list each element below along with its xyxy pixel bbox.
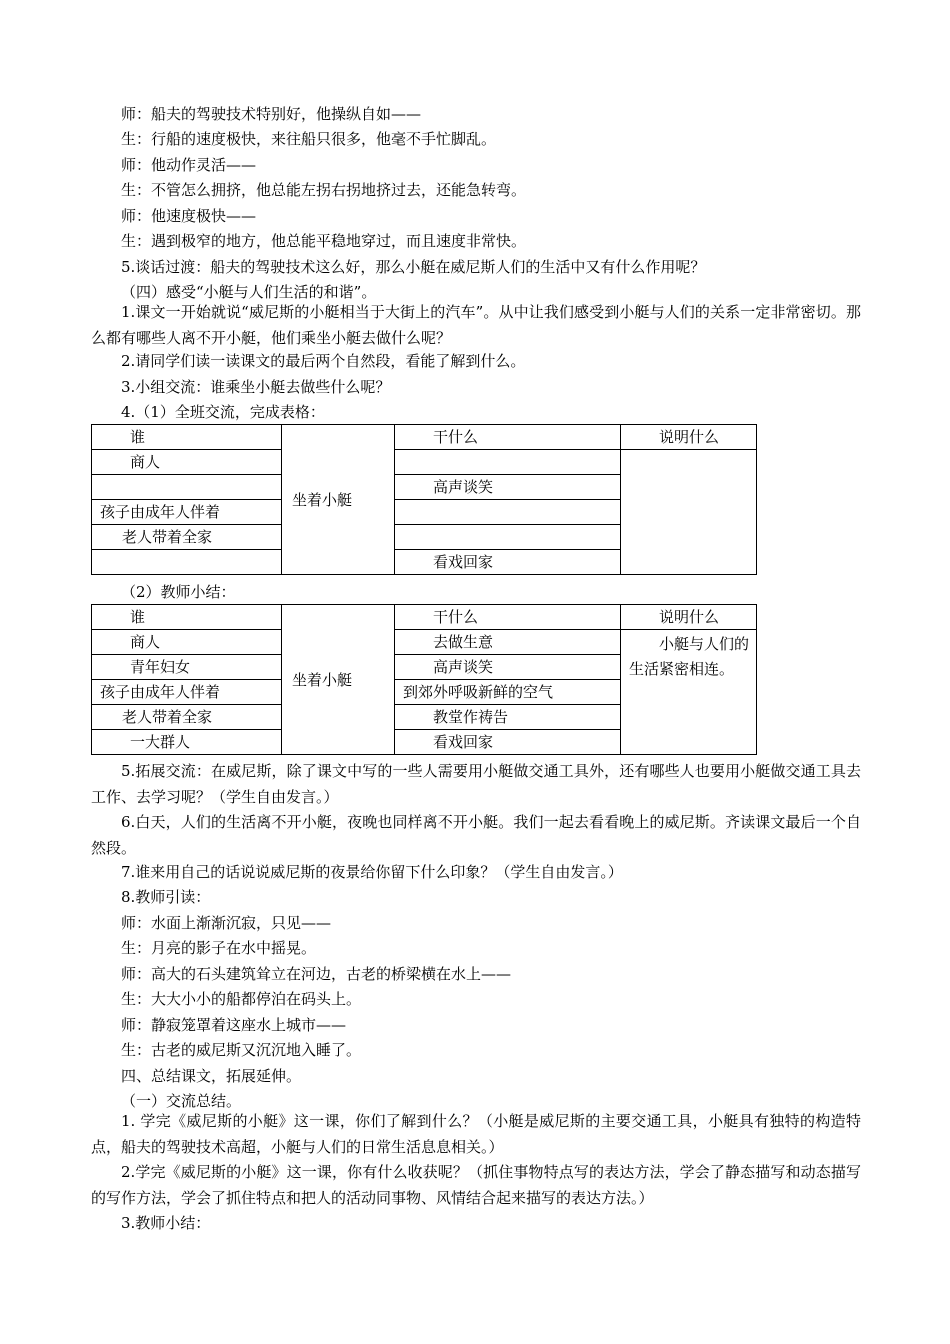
table-row: [92, 425, 757, 450]
table-summary: [91, 604, 757, 755]
what-cell: 高声谈笑: [395, 655, 621, 680]
text-line: 2.请同学们读一读课文的最后两个自然段，看能了解到什么。: [121, 352, 526, 370]
who-cell: 孩子由成年人伴着: [92, 500, 282, 525]
text-line: 3.教师小结：: [121, 1214, 211, 1232]
dialogue-line: 生：行船的速度极快，来往船只很多，他毫不手忙脚乱。: [121, 130, 497, 148]
dialogue-line: 生：大大小小的船都停泊在码头上。: [121, 990, 362, 1008]
what-cell: 看戏回家: [395, 550, 621, 575]
table-blank: [91, 424, 757, 575]
section-heading: 四、总结课文，拓展延伸。: [121, 1067, 302, 1085]
text-line: 4.（1）全班交流，完成表格：: [121, 403, 325, 421]
table-row: [92, 605, 757, 630]
header-cell: 说明什么: [621, 425, 757, 450]
header-cell: 谁: [92, 605, 282, 630]
dialogue-line: 师：他速度极快——: [121, 207, 257, 225]
what-cell: 高声谈笑: [395, 475, 621, 500]
what-cell: 教堂作祷告: [395, 705, 621, 730]
who-cell: 孩子由成年人伴着: [92, 680, 282, 705]
who-cell: 老人带着全家: [92, 525, 282, 550]
section-heading: （一）交流总结。: [121, 1092, 242, 1110]
who-cell: [92, 475, 282, 500]
who-cell: [92, 550, 282, 575]
header-cell: 干什么: [395, 425, 621, 450]
dialogue-line: 师：水面上渐渐沉寂，只见——: [121, 914, 332, 932]
paragraph: 1. 学完《威尼斯的小艇》这一课，你们了解到什么？（小艇是威尼斯的主要交通工具，小艇具有独特的构造特点，船夫的驾驶技术高超，小艇与人们的日常生活息息相关。）: [91, 1112, 861, 1156]
header-cell: 说明什么: [621, 605, 757, 630]
section-heading: （四）感受“小艇与人们生活的和谐”。: [121, 283, 377, 301]
text-line: （2）教师小结：: [121, 583, 236, 601]
what-cell: 看戏回家: [395, 730, 621, 755]
dialogue-line: 生：遇到极窄的地方，他总能平稳地穿过，而且速度非常快。: [121, 232, 527, 250]
who-cell: 商人: [92, 450, 282, 475]
meaning-cell: 小艇与人们的生活紧密相连。: [621, 630, 757, 755]
text-line: 8.教师引读：: [121, 888, 211, 906]
table-row: [92, 630, 757, 655]
what-cell: [395, 525, 621, 550]
middle-cell: 坐着小艇: [282, 605, 395, 755]
paragraph: 1.课文一开始就说“威尼斯的小艇相当于大街上的汽车”。从中让我们感受到小艇与人们的关系一定非常密切。那么都有哪些人离不开小艇，他们乘坐小艇去做什么呢？: [91, 303, 861, 347]
dialogue-line: 师：船夫的驾驶技术特别好，他操纵自如——: [121, 105, 422, 123]
who-cell: 一大群人: [92, 730, 282, 755]
dialogue-line: 生：古老的威尼斯又沉沉地入睡了。: [121, 1041, 362, 1059]
paragraph: 6.白天，人们的生活离不开小艇，夜晚也同样离不开小艇。我们一起去看看晚上的威尼斯。齐读课文最后一个自然段。: [91, 813, 861, 857]
dialogue-line: 师：他动作灵活——: [121, 156, 257, 174]
table-row: [92, 450, 757, 475]
text-line: 7.谁来用自己的话说说威尼斯的夜景给你留下什么印象？（学生自由发言。）: [121, 863, 623, 881]
who-cell: 青年妇女: [92, 655, 282, 680]
what-cell: [395, 500, 621, 525]
meaning-cell: [621, 450, 757, 575]
transition-line: 5.谈话过渡：船夫的驾驶技术这么好，那么小艇在威尼斯人们的生活中又有什么作用呢？: [121, 258, 706, 276]
dialogue-line: 生：不管怎么拥挤，他总能左拐右拐地挤过去，还能急转弯。: [121, 181, 527, 199]
dialogue-line: 生：月亮的影子在水中摇晃。: [121, 939, 317, 957]
who-cell: 老人带着全家: [92, 705, 282, 730]
header-cell: 谁: [92, 425, 282, 450]
dialogue-line: 师：高大的石头建筑耸立在河边，古老的桥梁横在水上——: [121, 965, 512, 983]
what-cell: 去做生意: [395, 630, 621, 655]
paragraph: 2.学完《威尼斯的小艇》这一课，你有什么收获呢？（抓住事物特点写的表达方法，学会了静态描写和动态描写的写作方法，学会了抓住特点和把人的活动同事物、风情结合起来描写的表达方法。）: [91, 1163, 861, 1207]
dialogue-line: 师：静寂笼罩着这座水上城市——: [121, 1016, 347, 1034]
middle-cell: 坐着小艇: [282, 425, 395, 575]
who-cell: 商人: [92, 630, 282, 655]
text-line: 3.小组交流：谁乘坐小艇去做些什么呢？: [121, 378, 391, 396]
paragraph: 5.拓展交流：在威尼斯，除了课文中写的一些人需要用小艇做交通工具外，还有哪些人也要用小艇做交通工具去工作、去学习呢？（学生自由发言。）: [91, 762, 861, 806]
header-cell: 干什么: [395, 605, 621, 630]
what-cell: [395, 450, 621, 475]
what-cell: 到郊外呼吸新鲜的空气: [395, 680, 621, 705]
